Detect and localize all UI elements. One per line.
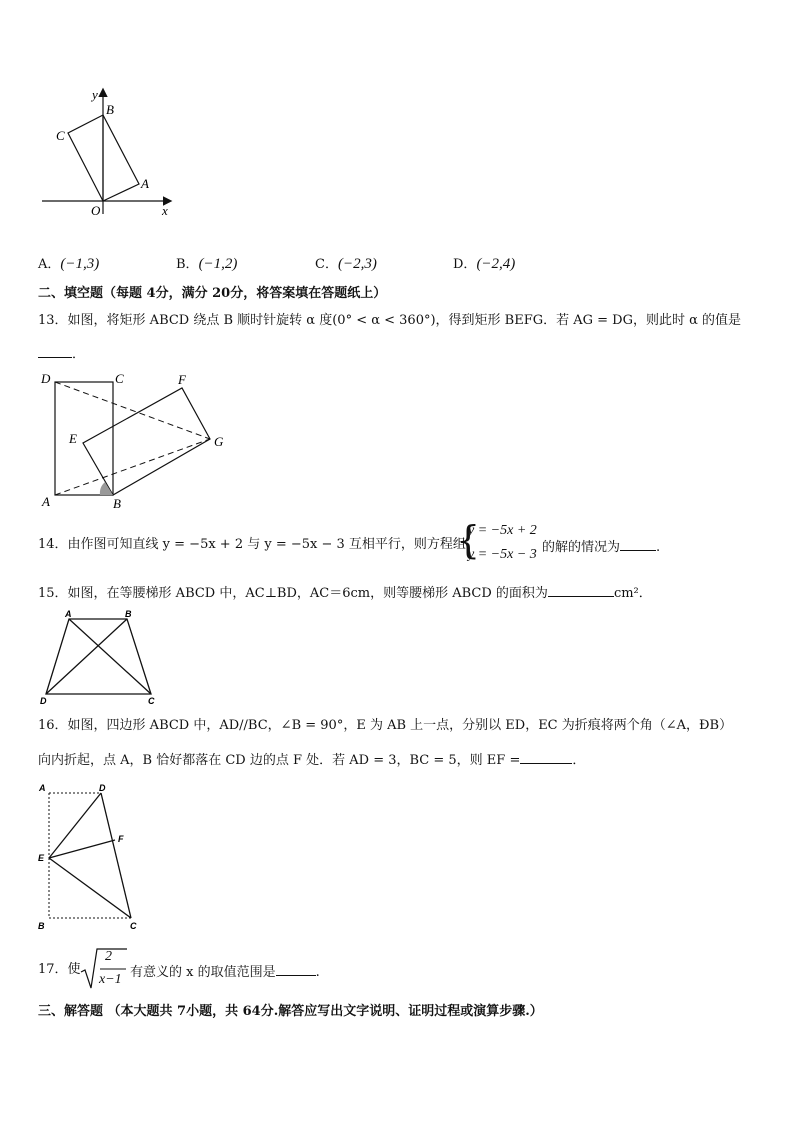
q17-pre: 17．使 <box>38 962 81 977</box>
q15-figure <box>38 610 163 706</box>
q13-blank <box>38 343 72 358</box>
rectangle-abcd <box>55 382 113 495</box>
label-e: E <box>38 853 45 863</box>
option-b: B．(−1,2) <box>176 256 238 272</box>
option-c: C．(−2,3) <box>315 256 377 272</box>
q14-eq1: y = −5x + 2 <box>468 523 537 538</box>
label-x: x <box>162 203 168 218</box>
label-b: B <box>113 496 121 511</box>
label-c: C <box>130 921 137 931</box>
label-a: A <box>42 494 50 509</box>
q14-system-brace: { <box>456 518 481 562</box>
label-c: C <box>56 128 65 143</box>
trapezoid-abcd <box>46 619 151 694</box>
label-f: F <box>118 834 124 844</box>
label-c: C <box>115 371 124 386</box>
section-2-title: 二、填空题（每题 4分，满分 20分，将答案填在答题纸上） <box>38 286 387 301</box>
label-a: A <box>39 783 46 793</box>
option-a: A．(−1,3) <box>38 256 100 272</box>
label-e: E <box>69 431 77 446</box>
q16-line1: 16．如图，四边形 ABCD 中，AD//BC，∠B = 90°，E 为 AB 上一点，分别以 ED，EC 为折痕将两个角（∠A，ÐB） <box>38 718 733 733</box>
label-c: C <box>148 696 155 706</box>
label-g: G <box>214 434 224 449</box>
label-d: D <box>41 371 51 386</box>
label-a: A <box>65 610 72 619</box>
segment-ef <box>49 840 115 858</box>
q14-pre: 14．由作图可知直线 y = −5x + 2 与 y = −5x − 3 互相平行，则方程组 <box>38 537 466 552</box>
q13-text: 13．如图，将矩形 ABCD 绕点 B 顺时针旋转 α 度(0° < α < 360°)，得到矩形 BEFG．若 AG = DG，则此时 α 的值是 <box>38 313 742 328</box>
q13-figure <box>38 368 238 513</box>
crease-ed <box>49 793 101 858</box>
q16-figure <box>36 780 146 932</box>
q17-blank <box>276 961 316 976</box>
label-b: B <box>38 921 45 931</box>
option-d: D．(−2,4) <box>453 256 516 272</box>
q14-eq2: y = −5x − 3 <box>468 547 537 562</box>
label-b: B <box>125 610 132 619</box>
q13-answer-line: ． <box>38 343 85 364</box>
q16-line2: 向内折起，点 A，B 恰好都落在 CD 边的点 F 处．若 AD = 3，BC = 5，则 EF = ． <box>38 749 585 770</box>
dashed-ag <box>55 439 210 495</box>
q15-blank <box>548 582 614 597</box>
q14-blank <box>620 536 656 551</box>
q17-numerator: 2 <box>105 949 112 964</box>
section-3-title: 三、解答题 （本大题共 7小题，共 64分.解答应写出文字说明、证明过程或演算步骤.） <box>38 1004 543 1019</box>
label-a: A <box>141 176 149 191</box>
rectangle-befg <box>83 388 210 495</box>
label-y: y <box>92 87 98 102</box>
label-f: F <box>178 372 186 387</box>
q12-figure <box>38 84 178 219</box>
label-d: D <box>40 696 47 706</box>
q16-blank <box>520 749 572 764</box>
q14-post: 的解的情况为 . <box>542 536 660 557</box>
label-o: O <box>91 203 101 218</box>
q17-post: 有意义的 x 的取值范围是 . <box>130 961 320 982</box>
q17-denominator: x−1 <box>99 972 122 987</box>
q15-text: 15．如图，在等腰梯形 ABCD 中，AC⊥BD，AC＝6cm，则等腰梯形 ABCD 的面积为 cm²． <box>38 582 652 603</box>
dashed-dg <box>55 382 210 439</box>
label-d: D <box>99 783 106 793</box>
label-b: B <box>106 102 114 117</box>
